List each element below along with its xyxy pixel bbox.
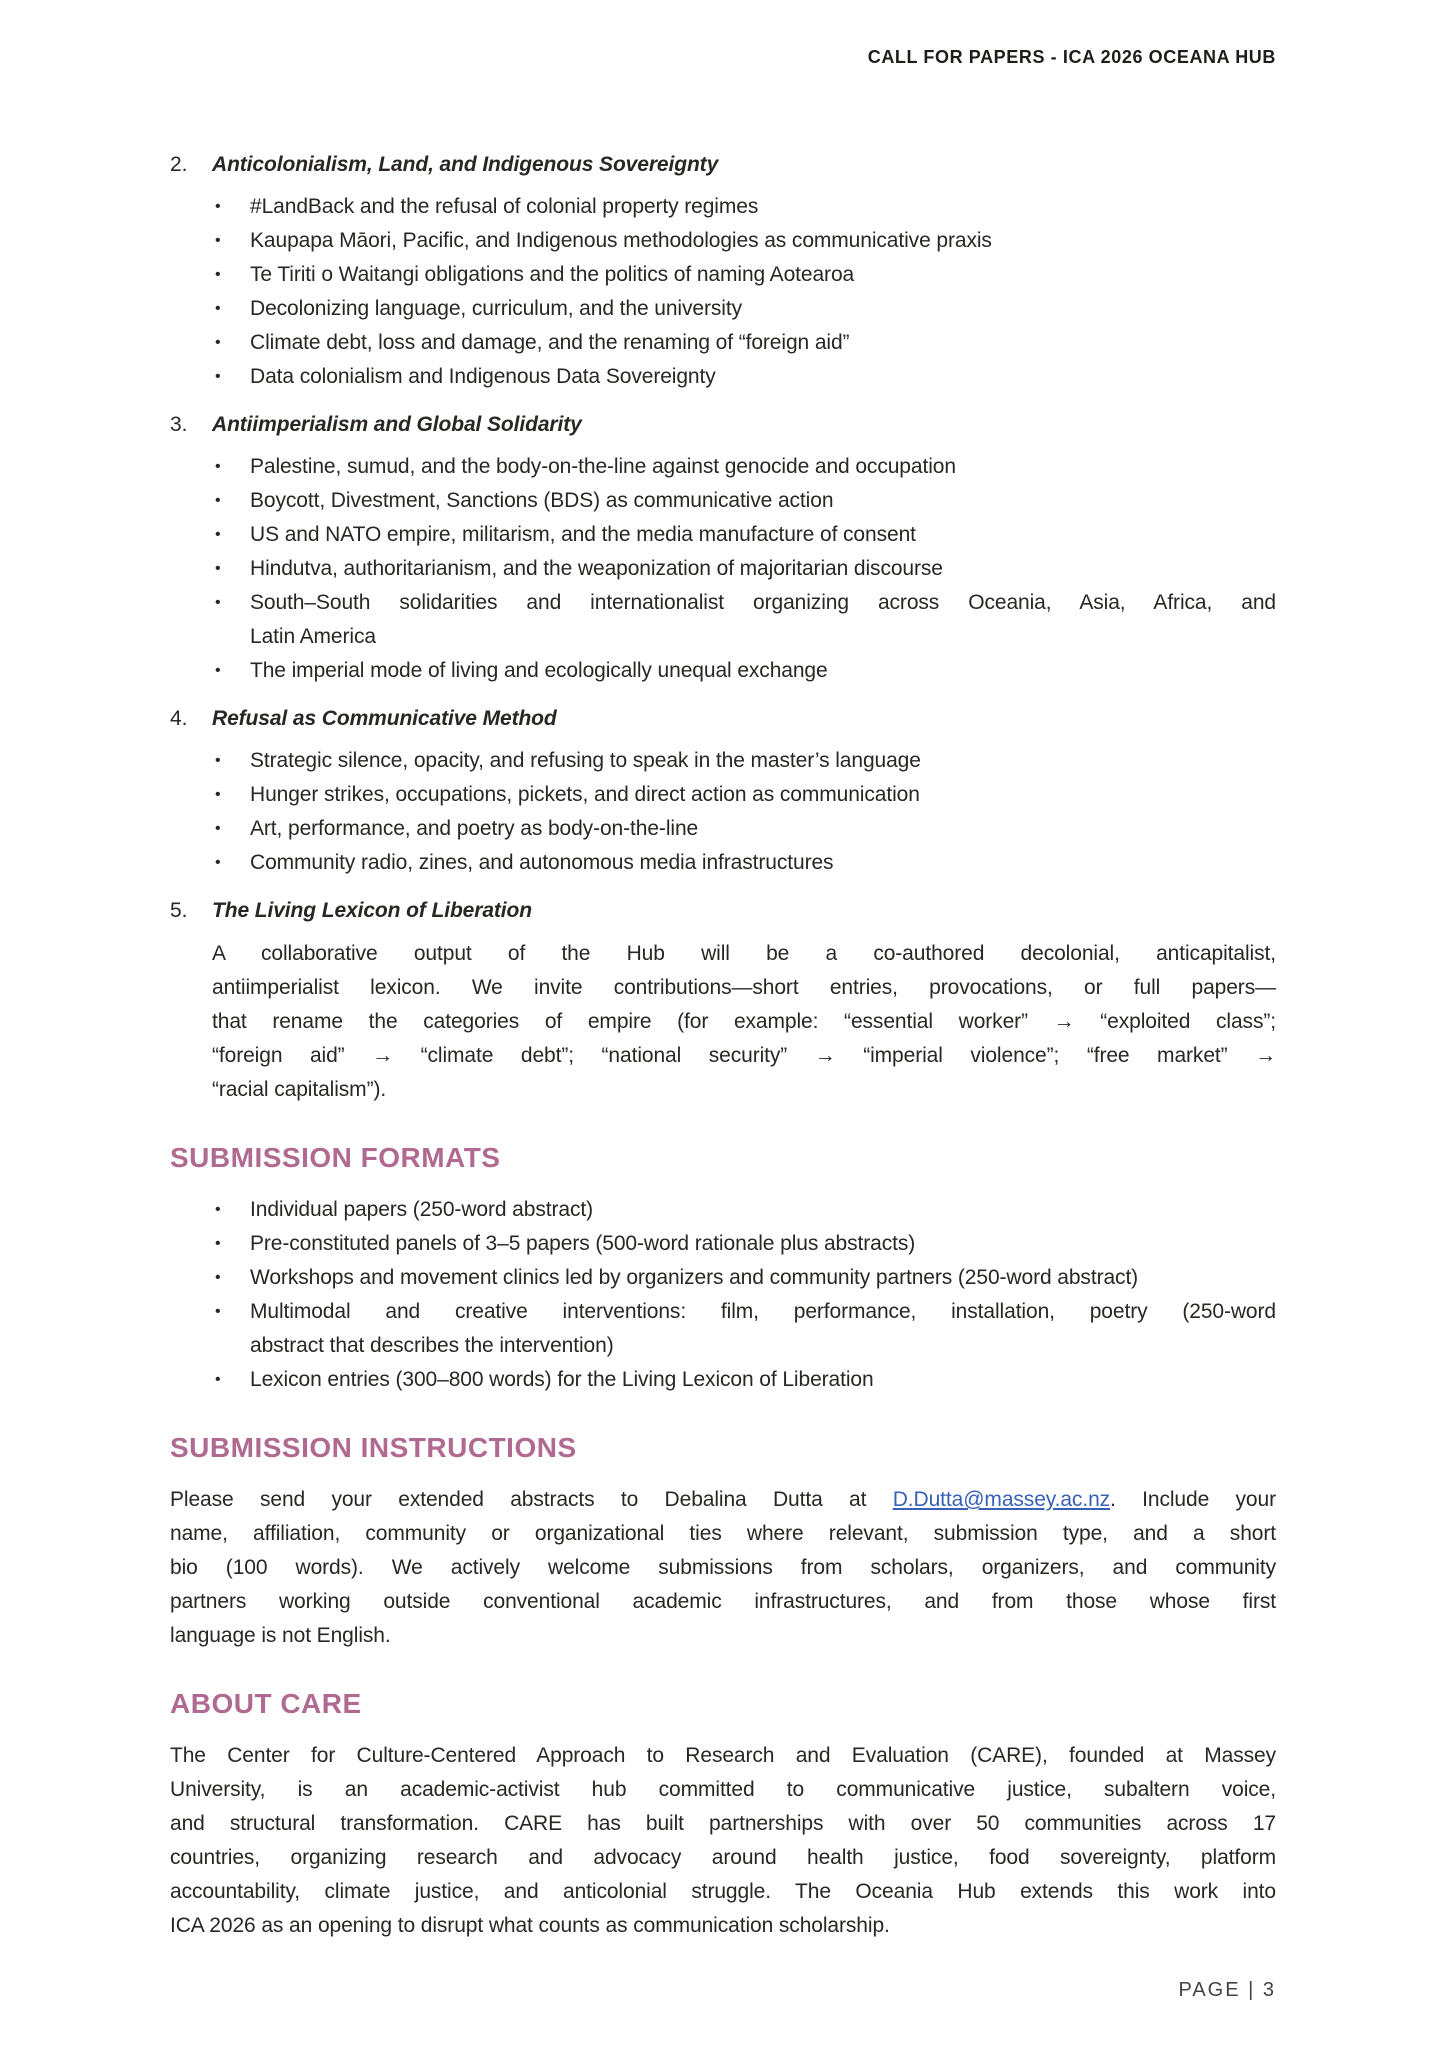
topic-number: 2.: [170, 153, 188, 176]
bullet-dot-icon: •: [215, 368, 221, 385]
bullet-item: [170, 1193, 1276, 1227]
text-line: Latin America: [250, 625, 376, 648]
bullet-text: [250, 326, 1276, 360]
bullet-item: [170, 846, 1276, 880]
text-line: partners working outside conventional academic infrastructures, and from those whose first: [170, 1590, 1276, 1613]
email-link[interactable]: D.Dutta@massey.ac.nz: [892, 1488, 1111, 1511]
bullet-dot-icon: •: [215, 820, 221, 837]
bullet-item: [170, 1295, 1276, 1363]
bullet-text: [250, 1295, 1276, 1363]
bullet-text: [250, 1193, 1276, 1227]
document-header: CALL FOR PAPERS - ICA 2026 OCEANA HUB: [867, 47, 1276, 67]
text-line: Hunger strikes, occupations, pickets, and direct action as communication: [250, 783, 920, 806]
topic-number: 5.: [170, 899, 188, 922]
bullet-text: [250, 778, 1276, 812]
email-line: [170, 1483, 1276, 1517]
bullet-item: [170, 292, 1276, 326]
bullet-dot-icon: •: [215, 492, 221, 509]
topic-title: Refusal as Communicative Method: [212, 707, 557, 730]
bullet-text: [250, 586, 1276, 654]
bullet-text: [250, 258, 1276, 292]
text-line: Data colonialism and Indigenous Data Sovereignty: [250, 365, 716, 388]
bullet-text: [250, 190, 1276, 224]
bullet-dot-icon: •: [215, 232, 221, 249]
bullet-item: [170, 654, 1276, 688]
bullet-item: [170, 484, 1276, 518]
text-line: Boycott, Divestment, Sanctions (BDS) as communicative action: [250, 489, 834, 512]
bullet-dot-icon: •: [215, 198, 221, 215]
submission-formats-heading: SUBMISSION FORMATS: [170, 1142, 501, 1173]
topic-bullets: [170, 744, 1276, 880]
text-line: Multimodal and creative interventions: film, performance, installation, poetry (250-word: [250, 1300, 1276, 1323]
text-line: “foreign aid” → “climate debt”; “national security” → “imperial violence”; “free market” →: [212, 1044, 1276, 1067]
bullet-text: [250, 518, 1276, 552]
text-line: that rename the categories of empire (for example: “essential worker” → “exploited class”;: [212, 1010, 1276, 1033]
bullet-item: [170, 1261, 1276, 1295]
bullet-item: [170, 744, 1276, 778]
email-line-before: Please send your extended abstracts to Debalina Dutta at: [170, 1488, 867, 1511]
bullet-dot-icon: •: [215, 1371, 221, 1388]
topic-title-row: [170, 408, 1276, 442]
bullet-text: [250, 484, 1276, 518]
topic-bullets: [170, 937, 1276, 1107]
formats-list: [170, 1193, 1276, 1397]
topic-paragraph: [212, 937, 1276, 1107]
email-line-after: . Include your: [1110, 1488, 1276, 1511]
topic-section: [170, 148, 1276, 394]
topic-number: 4.: [170, 707, 188, 730]
text-line: Kaupapa Māori, Pacific, and Indigenous methodologies as communicative praxis: [250, 229, 992, 252]
topic-title: The Living Lexicon of Liberation: [212, 899, 532, 922]
text-line: South–South solidarities and internationalist organizing across Oceania, Asia, Africa, and: [250, 591, 1276, 614]
bullet-text: [250, 1363, 1276, 1397]
bullet-item: [170, 1227, 1276, 1261]
topic-section: [170, 894, 1276, 1107]
topic-bullets: [170, 190, 1276, 394]
instructions-paragraph: [170, 1483, 1276, 1653]
bullet-dot-icon: •: [215, 752, 221, 769]
bullet-dot-icon: •: [215, 334, 221, 351]
bullet-text: [250, 450, 1276, 484]
bullet-text: [250, 224, 1276, 258]
bullet-text: [250, 292, 1276, 326]
text-line: The Center for Culture-Centered Approach to Research and Evaluation (CARE), founded at Massey: [170, 1744, 1276, 1767]
text-line: ICA 2026 as an opening to disrupt what counts as communication scholarship.: [170, 1914, 890, 1937]
submission-instructions-heading: SUBMISSION INSTRUCTIONS: [170, 1432, 577, 1463]
text-line: A collaborative output of the Hub will be a co-authored decolonial, anticapitalist,: [212, 942, 1276, 965]
bullet-dot-icon: •: [215, 1201, 221, 1218]
bullet-dot-icon: •: [215, 300, 221, 317]
text-line: Workshops and movement clinics led by organizers and community partners (250-word abstract): [250, 1266, 1139, 1289]
text-line: Strategic silence, opacity, and refusing to speak in the master’s language: [250, 749, 921, 772]
text-line: Pre-constituted panels of 3–5 papers (500-word rationale plus abstracts): [250, 1232, 916, 1255]
topic-bullets: [170, 450, 1276, 688]
bullet-item: [170, 224, 1276, 258]
bullet-item: [170, 518, 1276, 552]
text-line: Climate debt, loss and damage, and the renaming of “foreign aid”: [250, 331, 850, 354]
text-line: US and NATO empire, militarism, and the media manufacture of consent: [250, 523, 916, 546]
about-paragraph: [170, 1739, 1276, 1943]
text-line: Te Tiriti o Waitangi obligations and the politics of naming Aotearoa: [250, 263, 855, 286]
bullet-dot-icon: •: [215, 786, 221, 803]
text-line: name, affiliation, community or organizational ties where relevant, submission type, and a short: [170, 1522, 1276, 1545]
topic-title-row: [170, 894, 1276, 928]
topic-section: [170, 408, 1276, 688]
bullet-item: [170, 1363, 1276, 1397]
text-line: Art, performance, and poetry as body-on-the-line: [250, 817, 699, 840]
text-line: “racial capitalism”).: [212, 1078, 387, 1101]
bullet-text: [250, 1227, 1276, 1261]
bullet-item: [170, 450, 1276, 484]
topics-list: [170, 148, 1276, 1107]
bullet-item: [170, 812, 1276, 846]
topic-title: Antiimperialism and Global Solidarity: [212, 413, 582, 436]
bullet-text: [250, 552, 1276, 586]
bullet-dot-icon: •: [215, 266, 221, 283]
bullet-dot-icon: •: [215, 526, 221, 543]
text-line: Lexicon entries (300–800 words) for the Living Lexicon of Liberation: [250, 1368, 874, 1391]
bullet-item: [170, 360, 1276, 394]
bullet-dot-icon: •: [215, 854, 221, 871]
text-line: Hindutva, authoritarianism, and the weaponization of majoritarian discourse: [250, 557, 943, 580]
bullet-text: [250, 744, 1276, 778]
text-line: Palestine, sumud, and the body-on-the-line against genocide and occupation: [250, 455, 956, 478]
bullet-item: [170, 190, 1276, 224]
instructions-lines: [170, 1517, 1276, 1653]
text-line: antiimperialist lexicon. We invite contributions—short entries, provocations, or full papers—: [212, 976, 1276, 999]
text-line: and structural transformation. CARE has built partnerships with over 50 communities across 17: [170, 1812, 1276, 1835]
text-line: accountability, climate justice, and anticolonial struggle. The Oceania Hub extends this work into: [170, 1880, 1276, 1903]
bullet-dot-icon: •: [215, 1235, 221, 1252]
text-line: countries, organizing research and advocacy around health justice, food sovereignty, platform: [170, 1846, 1276, 1869]
bullet-text: [250, 812, 1276, 846]
topic-number: 3.: [170, 413, 188, 436]
text-line: abstract that describes the intervention): [250, 1334, 614, 1357]
bullet-dot-icon: •: [215, 560, 221, 577]
text-line: University, is an academic-activist hub committed to communicative justice, subaltern voice,: [170, 1778, 1276, 1801]
text-line: The imperial mode of living and ecologically unequal exchange: [250, 659, 828, 682]
topic-title: Anticolonialism, Land, and Indigenous Sovereignty: [212, 153, 719, 176]
bullet-text: [250, 846, 1276, 880]
bullet-item: [170, 552, 1276, 586]
bullet-item: [170, 586, 1276, 654]
bullet-text: [250, 1261, 1276, 1295]
bullet-item: [170, 258, 1276, 292]
topic-title-row: [170, 702, 1276, 736]
text-line: #LandBack and the refusal of colonial property regimes: [250, 195, 759, 218]
bullet-dot-icon: •: [215, 594, 221, 611]
bullet-dot-icon: •: [215, 1269, 221, 1286]
topic-title-row: [170, 148, 1276, 182]
bullet-dot-icon: •: [215, 1303, 221, 1320]
bullet-dot-icon: •: [215, 458, 221, 475]
page-number: PAGE | 3: [1178, 1979, 1276, 2001]
text-line: Community radio, zines, and autonomous media infrastructures: [250, 851, 834, 874]
text-line: Individual papers (250-word abstract): [250, 1198, 593, 1221]
bullet-item: [170, 778, 1276, 812]
topic-section: [170, 702, 1276, 880]
bullet-text: [250, 654, 1276, 688]
bullet-dot-icon: •: [215, 662, 221, 679]
text-line: language is not English.: [170, 1624, 391, 1647]
bullet-text: [250, 360, 1276, 394]
bullet-item: [170, 326, 1276, 360]
text-line: bio (100 words). We actively welcome submissions from scholars, organizers, and community: [170, 1556, 1276, 1579]
about-care-heading: ABOUT CARE: [170, 1688, 362, 1719]
text-line: Decolonizing language, curriculum, and the university: [250, 297, 742, 320]
